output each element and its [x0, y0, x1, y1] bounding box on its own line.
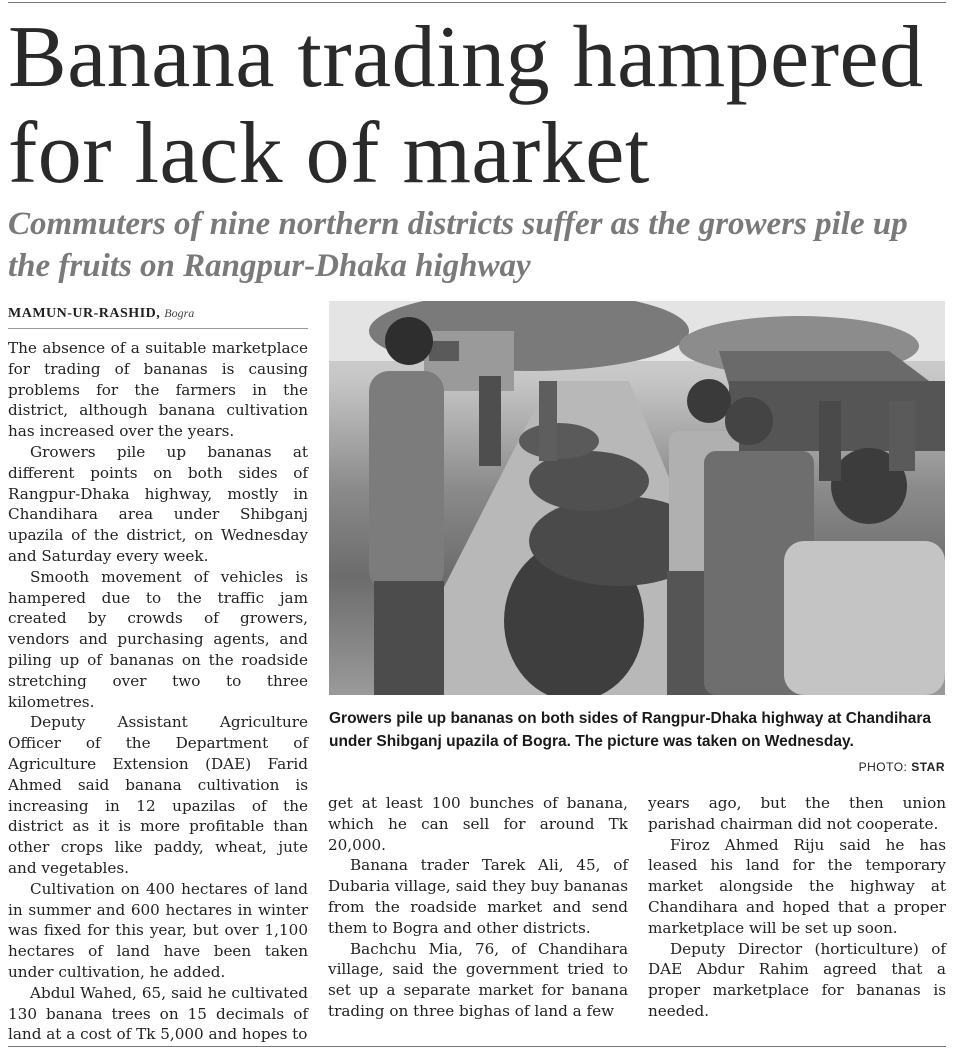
- photo-credit: [760, 760, 945, 774]
- headline: Banana trading hampered for lack of market: [8, 9, 924, 202]
- paragraph: Cultivation on 400 hectares of land in summer and 600 hectares in winter was fixed for this year, but over 1,100 hectares of land have been taken under cultivation, he added.: [8, 879, 308, 981]
- paragraph: The absence of a suitable marketplace for trading of bananas is causing problems for the farmers in the district, although banana cultivation has increased over the years.: [8, 339, 308, 441]
- article-column-1: [8, 338, 308, 1045]
- article-column-3: [648, 793, 946, 1022]
- byline-location: Bogra: [164, 306, 195, 320]
- photo-credit-source: STAR: [911, 760, 945, 774]
- top-rule: [8, 2, 946, 3]
- photo-credit-label: PHOTO:: [858, 760, 908, 774]
- paragraph: Firoz Ahmed Riju said he has leased his land for the temporary market alongside the highway at Chandihara and hoped that a proper marketplace will be set up soon.: [648, 835, 946, 937]
- byline: [8, 304, 308, 329]
- photo-caption: Growers pile up bananas on both sides of Rangpur-Dhaka highway at Chandihara under Shibganj upazila of Bogra. The picture was taken on Wednesday.: [329, 710, 932, 750]
- byline-author: MAMUN-UR-RASHID,: [8, 306, 161, 321]
- paragraph: get at least 100 bunches of banana, which he can sell for around Tk 20,000.: [328, 794, 628, 854]
- paragraph: Smooth movement of vehicles is hampered due to the traffic jam created by crowds of growers, vendors and purchasing agents, and piling up of bananas on the roadside stretching over two to three kilometres.: [8, 567, 308, 711]
- paragraph: Abdul Wahed, 65, said he cultivated 130 banana trees on 15 decimals of land at a cost of Tk 5,000 and hopes to: [8, 983, 308, 1044]
- article-column-2: [328, 793, 628, 1022]
- paragraph: Growers pile up bananas at different points on both sides of Rangpur-Dhaka highway, mostly in Chandihara area under Shibganj upazila of the district, on Wednesday and Saturday every week.: [8, 442, 308, 565]
- paragraph: Deputy Assistant Agriculture Officer of the Department of Agriculture Extension (DAE) Farid Ahmed said banana cultivation is increasing in 12 upazilas of the district as it is more profitable than other crops like paddy, wheat, jute and vegetables.: [8, 713, 308, 877]
- news-photo: [329, 301, 945, 695]
- paragraph: years ago, but the then union parishad chairman did not cooperate.: [648, 794, 946, 833]
- photo-illustration: [329, 301, 945, 695]
- paragraph: Deputy Director (horticulture) of DAE Abdur Rahim agreed that a proper marketplace for bananas is needed.: [648, 939, 946, 1020]
- bottom-rule: [8, 1046, 946, 1047]
- subheadline: Commuters of nine northern districts suffer as the growers pile up the fruits on Rangpur-Dhaka highway: [8, 206, 908, 284]
- paragraph: Banana trader Tarek Ali, 45, of Dubaria village, said they buy bananas from the roadside market and send them to Bogra and other districts.: [328, 856, 628, 937]
- paragraph: Bachchu Mia, 76, of Chandihara village, said the government tried to set up a separate market for banana trading on three bighas of land a few: [328, 939, 628, 1020]
